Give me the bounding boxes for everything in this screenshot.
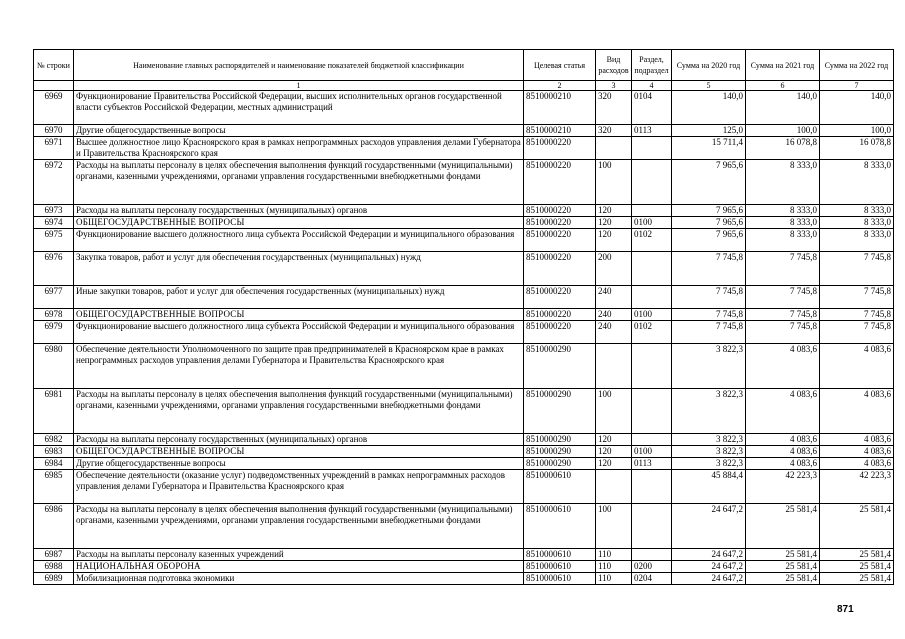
column-number: 5 — [672, 81, 746, 91]
table-row — [34, 344, 894, 389]
row-name: ОБЩЕГОСУДАРСТВЕННЫЕ ВОПРОСЫ — [74, 309, 524, 321]
table-row — [34, 504, 894, 549]
row-number: 6987 — [34, 549, 74, 561]
row-number: 6975 — [34, 229, 74, 252]
row-sum-2021: 4 083,6 — [746, 434, 820, 446]
row-section — [632, 549, 672, 561]
row-target: 8510000290 — [524, 389, 596, 434]
column-number: 2 — [524, 81, 596, 91]
header-sum-2022: Сумма на 2022 год — [820, 50, 894, 81]
row-section — [632, 504, 672, 549]
row-section — [632, 389, 672, 434]
row-target: 8510000220 — [524, 252, 596, 286]
column-number: 7 — [820, 81, 894, 91]
row-sum-2022: 4 083,6 — [820, 458, 894, 470]
column-number: 3 — [596, 81, 632, 91]
column-number: 6 — [746, 81, 820, 91]
row-section: 0200 — [632, 561, 672, 573]
row-section: 0100 — [632, 446, 672, 458]
row-number: 6972 — [34, 160, 74, 205]
table-row — [34, 470, 894, 504]
row-name: Мобилизационная подготовка экономики — [74, 573, 524, 585]
row-number: 6973 — [34, 205, 74, 217]
header-row-no: № строки — [34, 50, 74, 81]
row-section — [632, 344, 672, 389]
row-sum-2022: 8 333,0 — [820, 217, 894, 229]
row-sum-2021: 100,0 — [746, 125, 820, 137]
row-target: 8510000220 — [524, 137, 596, 160]
row-section: 0113 — [632, 125, 672, 137]
row-sum-2020: 45 884,4 — [672, 470, 746, 504]
row-name: Функционирование высшего должностного лица субъекта Российской Федерации и муниципального образования — [74, 321, 524, 344]
row-sum-2020: 7 965,6 — [672, 205, 746, 217]
table-row — [34, 125, 894, 137]
row-sum-2022: 100,0 — [820, 125, 894, 137]
row-section: 0104 — [632, 91, 672, 125]
row-sum-2022: 25 581,4 — [820, 573, 894, 585]
page-number: 871 — [837, 604, 854, 615]
row-target: 8510000290 — [524, 458, 596, 470]
row-number: 6970 — [34, 125, 74, 137]
row-expense-type — [596, 470, 632, 504]
row-sum-2020: 3 822,3 — [672, 389, 746, 434]
row-name: Расходы на выплаты персоналу в целях обеспечения выполнения функций государственными (муниципальными) органами, казенными учреждениями, органами управления государственными внебюджетными фондами — [74, 504, 524, 549]
row-expense-type: 100 — [596, 389, 632, 434]
table-row — [34, 252, 894, 286]
row-sum-2020: 7 745,8 — [672, 286, 746, 309]
row-sum-2022: 4 083,6 — [820, 446, 894, 458]
row-sum-2022: 4 083,6 — [820, 344, 894, 389]
row-expense-type: 200 — [596, 252, 632, 286]
row-target: 8510000210 — [524, 125, 596, 137]
header-sum-2021: Сумма на 2021 год — [746, 50, 820, 81]
row-name: Высшее должностное лицо Красноярского края в рамках непрограммных расходов управления делами Губернатора и Правительства Красноярского края — [74, 137, 524, 160]
row-expense-type — [596, 344, 632, 389]
table-row — [34, 434, 894, 446]
row-target: 8510000220 — [524, 217, 596, 229]
row-number: 6989 — [34, 573, 74, 585]
header-expense-type: Вид расходов — [596, 50, 632, 81]
row-number: 6982 — [34, 434, 74, 446]
table-row — [34, 137, 894, 160]
row-expense-type: 100 — [596, 160, 632, 205]
column-number — [34, 81, 74, 91]
row-target: 8510000220 — [524, 229, 596, 252]
row-sum-2021: 4 083,6 — [746, 446, 820, 458]
row-expense-type: 240 — [596, 309, 632, 321]
row-target: 8510000610 — [524, 561, 596, 573]
row-target: 8510000220 — [524, 160, 596, 205]
row-name: ОБЩЕГОСУДАРСТВЕННЫЕ ВОПРОСЫ — [74, 217, 524, 229]
row-sum-2021: 25 581,4 — [746, 561, 820, 573]
row-target: 8510000610 — [524, 470, 596, 504]
header-section: Раздел, подраздел — [632, 50, 672, 81]
row-sum-2022: 7 745,8 — [820, 252, 894, 286]
row-number: 6988 — [34, 561, 74, 573]
row-sum-2021: 25 581,4 — [746, 573, 820, 585]
row-sum-2021: 140,0 — [746, 91, 820, 125]
row-sum-2020: 125,0 — [672, 125, 746, 137]
row-sum-2021: 8 333,0 — [746, 229, 820, 252]
row-sum-2022: 8 333,0 — [820, 229, 894, 252]
row-sum-2022: 16 078,8 — [820, 137, 894, 160]
row-section: 0113 — [632, 458, 672, 470]
row-sum-2021: 7 745,8 — [746, 286, 820, 309]
table-row — [34, 205, 894, 217]
budget-table — [33, 49, 894, 585]
row-expense-type: 120 — [596, 217, 632, 229]
row-number: 6971 — [34, 137, 74, 160]
row-sum-2022: 25 581,4 — [820, 561, 894, 573]
header-target: Целевая статья — [524, 50, 596, 81]
row-sum-2022: 7 745,8 — [820, 321, 894, 344]
row-section: 0204 — [632, 573, 672, 585]
table-row — [34, 446, 894, 458]
row-expense-type: 110 — [596, 549, 632, 561]
table-row — [34, 549, 894, 561]
row-sum-2020: 7 965,6 — [672, 229, 746, 252]
row-sum-2022: 42 223,3 — [820, 470, 894, 504]
row-name: Функционирование Правительства Российской Федерации, высших исполнительных органов государственной власти субъектов Российской Федерации, местных администраций — [74, 91, 524, 125]
row-sum-2020: 7 965,6 — [672, 160, 746, 205]
row-target: 8510000290 — [524, 446, 596, 458]
row-sum-2020: 7 745,8 — [672, 252, 746, 286]
row-sum-2022: 7 745,8 — [820, 286, 894, 309]
row-name: Расходы на выплаты персоналу государственных (муниципальных) органов — [74, 434, 524, 446]
table-row — [34, 160, 894, 205]
table-row — [34, 389, 894, 434]
row-sum-2021: 7 745,8 — [746, 252, 820, 286]
row-section — [632, 205, 672, 217]
row-section: 0100 — [632, 309, 672, 321]
table-row — [34, 229, 894, 252]
row-name: Расходы на выплаты персоналу государственных (муниципальных) органов — [74, 205, 524, 217]
row-sum-2020: 7 745,8 — [672, 309, 746, 321]
row-target: 8510000290 — [524, 344, 596, 389]
row-number: 6969 — [34, 91, 74, 125]
row-section — [632, 286, 672, 309]
row-target: 8510000610 — [524, 549, 596, 561]
row-target: 8510000220 — [524, 286, 596, 309]
row-section — [632, 470, 672, 504]
row-sum-2021: 42 223,3 — [746, 470, 820, 504]
table-row — [34, 573, 894, 585]
row-section: 0100 — [632, 217, 672, 229]
row-target: 8510000210 — [524, 91, 596, 125]
row-sum-2020: 3 822,3 — [672, 434, 746, 446]
row-expense-type: 320 — [596, 91, 632, 125]
row-section — [632, 434, 672, 446]
row-target: 8510000220 — [524, 321, 596, 344]
row-expense-type: 110 — [596, 561, 632, 573]
row-number: 6979 — [34, 321, 74, 344]
row-expense-type — [596, 137, 632, 160]
row-expense-type: 100 — [596, 504, 632, 549]
table-row — [34, 286, 894, 309]
row-target: 8510000290 — [524, 434, 596, 446]
column-number: 4 — [632, 81, 672, 91]
row-name: Другие общегосударственные вопросы — [74, 125, 524, 137]
row-expense-type: 240 — [596, 321, 632, 344]
table-row — [34, 458, 894, 470]
row-name: Расходы на выплаты персоналу в целях обеспечения выполнения функций государственными (муниципальными) органами, казенными учреждениями, органами управления государственными внебюджетными фондами — [74, 160, 524, 205]
row-sum-2021: 8 333,0 — [746, 205, 820, 217]
row-section: 0102 — [632, 321, 672, 344]
row-sum-2021: 25 581,4 — [746, 549, 820, 561]
row-expense-type: 120 — [596, 434, 632, 446]
row-sum-2020: 24 647,2 — [672, 573, 746, 585]
row-number: 6977 — [34, 286, 74, 309]
row-sum-2022: 140,0 — [820, 91, 894, 125]
row-sum-2021: 4 083,6 — [746, 389, 820, 434]
row-expense-type: 120 — [596, 446, 632, 458]
budget-sheet — [33, 49, 893, 585]
row-name: НАЦИОНАЛЬНАЯ ОБОРОНА — [74, 561, 524, 573]
column-number-row — [34, 81, 894, 91]
row-name: Функционирование высшего должностного лица субъекта Российской Федерации и муниципального образования — [74, 229, 524, 252]
row-name: Расходы на выплаты персоналу казенных учреждений — [74, 549, 524, 561]
row-sum-2020: 24 647,2 — [672, 504, 746, 549]
row-number: 6985 — [34, 470, 74, 504]
row-expense-type: 110 — [596, 573, 632, 585]
row-expense-type: 120 — [596, 229, 632, 252]
row-section — [632, 137, 672, 160]
row-sum-2020: 7 965,6 — [672, 217, 746, 229]
row-name: Другие общегосударственные вопросы — [74, 458, 524, 470]
row-sum-2020: 24 647,2 — [672, 561, 746, 573]
row-sum-2021: 8 333,0 — [746, 217, 820, 229]
table-row — [34, 91, 894, 125]
row-sum-2022: 25 581,4 — [820, 549, 894, 561]
table-row — [34, 217, 894, 229]
row-sum-2020: 3 822,3 — [672, 446, 746, 458]
row-sum-2020: 7 745,8 — [672, 321, 746, 344]
row-number: 6976 — [34, 252, 74, 286]
row-expense-type: 120 — [596, 458, 632, 470]
row-sum-2022: 8 333,0 — [820, 160, 894, 205]
row-sum-2021: 4 083,6 — [746, 344, 820, 389]
row-expense-type: 240 — [596, 286, 632, 309]
row-name: Обеспечение деятельности (оказание услуг) подведомственных учреждений в рамках непрограммных расходов управления делами Губернатора и Правительства Красноярского края — [74, 470, 524, 504]
row-number: 6983 — [34, 446, 74, 458]
row-sum-2022: 25 581,4 — [820, 504, 894, 549]
row-target: 8510000220 — [524, 309, 596, 321]
row-section: 0102 — [632, 229, 672, 252]
row-sum-2020: 140,0 — [672, 91, 746, 125]
row-sum-2021: 4 083,6 — [746, 458, 820, 470]
row-section — [632, 160, 672, 205]
row-name: Расходы на выплаты персоналу в целях обеспечения выполнения функций государственными (муниципальными) органами, казенными учреждениями, органами управления государственными внебюджетными фондами — [74, 389, 524, 434]
row-sum-2020: 3 822,3 — [672, 458, 746, 470]
row-name: Иные закупки товаров, работ и услуг для обеспечения государственных (муниципальных) нужд — [74, 286, 524, 309]
row-name: ОБЩЕГОСУДАРСТВЕННЫЕ ВОПРОСЫ — [74, 446, 524, 458]
row-sum-2022: 4 083,6 — [820, 434, 894, 446]
table-row — [34, 561, 894, 573]
row-number: 6984 — [34, 458, 74, 470]
row-section — [632, 252, 672, 286]
row-number: 6986 — [34, 504, 74, 549]
row-sum-2020: 24 647,2 — [672, 549, 746, 561]
row-sum-2022: 4 083,6 — [820, 389, 894, 434]
table-row — [34, 309, 894, 321]
row-name: Закупка товаров, работ и услуг для обеспечения государственных (муниципальных) нужд — [74, 252, 524, 286]
row-number: 6974 — [34, 217, 74, 229]
table-row — [34, 321, 894, 344]
header-sum-2020: Сумма на 2020 год — [672, 50, 746, 81]
row-number: 6981 — [34, 389, 74, 434]
row-sum-2022: 8 333,0 — [820, 205, 894, 217]
table-header-row — [34, 50, 894, 81]
row-target: 8510000610 — [524, 504, 596, 549]
column-number: 1 — [74, 81, 524, 91]
row-sum-2020: 15 711,4 — [672, 137, 746, 160]
row-number: 6980 — [34, 344, 74, 389]
row-sum-2021: 8 333,0 — [746, 160, 820, 205]
row-number: 6978 — [34, 309, 74, 321]
row-expense-type: 120 — [596, 205, 632, 217]
row-target: 8510000610 — [524, 573, 596, 585]
row-sum-2021: 16 078,8 — [746, 137, 820, 160]
row-target: 8510000220 — [524, 205, 596, 217]
row-sum-2020: 3 822,3 — [672, 344, 746, 389]
row-expense-type: 320 — [596, 125, 632, 137]
row-sum-2021: 7 745,8 — [746, 321, 820, 344]
row-sum-2021: 7 745,8 — [746, 309, 820, 321]
header-name: Наименование главных распорядителей и наименование показателей бюджетной классификации — [74, 50, 524, 81]
row-sum-2022: 7 745,8 — [820, 309, 894, 321]
row-name: Обеспечение деятельности Уполномоченного по защите прав предпринимателей в Красноярском крае в рамках непрограммных расходов управления делами Губернатора и Правительства Красноярского края — [74, 344, 524, 389]
row-sum-2021: 25 581,4 — [746, 504, 820, 549]
